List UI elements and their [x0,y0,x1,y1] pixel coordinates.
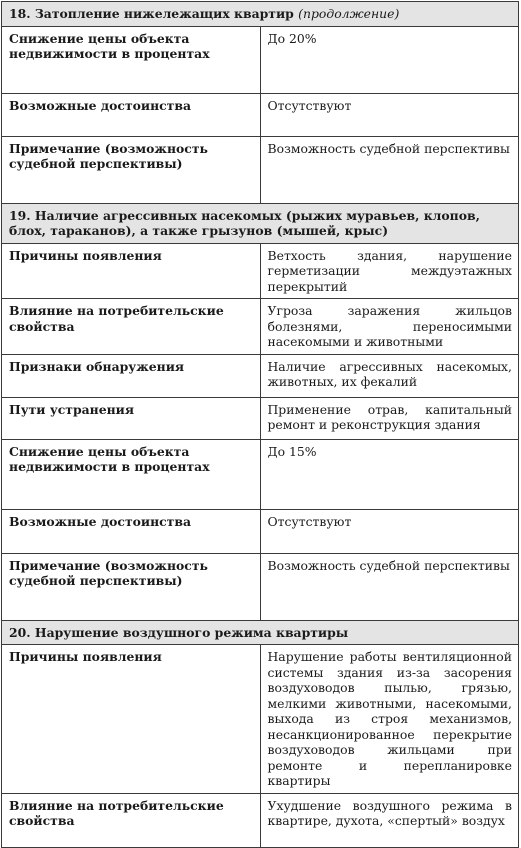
row-label: Снижение цены объекта недвижимости в процентах [2,439,261,509]
row-label: Примечание (возможность судебной перспективы) [2,553,261,620]
section-header-row [2,2,519,27]
row-label: Причины появления [2,243,261,299]
table-row [2,397,519,439]
table-row [2,509,519,553]
row-value: Отсутствуют [260,509,519,553]
row-value: Отсутствуют [260,93,519,136]
row-value: Возможность судебной перспективы [260,553,519,620]
section-title: 18. Затопление нижележащих квартир [9,6,294,21]
row-label: Примечание (возможность судебной перспективы) [2,136,261,203]
row-label: Пути устранения [2,397,261,439]
section-continuation: (продолжение) [298,6,400,21]
table-row [2,553,519,620]
row-value: Ветхость здания, нарушение герметизации междуэтажных перекрытий [260,243,519,299]
section-header-20 [2,620,519,645]
section-header-row [2,620,519,645]
row-value: До 20% [260,26,519,93]
row-value: Возможность судебной перспективы [260,136,519,203]
row-label: Признаки обнаружения [2,354,261,397]
row-value: Наличие агрессивных насекомых, животных, их фекалий [260,354,519,397]
row-value: Применение отрав, капитальный ремонт и реконструкция здания [260,397,519,439]
row-value: Нарушение работы вентиляционной системы здания из-за засорения воздуховодов пылью, грязью, мелкими животными, насекомыми, выхода из строя механизмов, несанкционированное перекрытие воздуховодов жильцами при ремонте и перепланировке квартиры [260,645,519,794]
table-row [2,645,519,794]
section-header-row [2,203,519,243]
row-label: Возможные достоинства [2,93,261,136]
table-row [2,354,519,397]
row-value: До 15% [260,439,519,509]
section-header-18 [2,2,519,27]
table-row [2,439,519,509]
row-label: Влияние на потребительские свойства [2,793,261,847]
row-label: Снижение цены объекта недвижимости в процентах [2,26,261,93]
table-row [2,93,519,136]
table-row [2,793,519,847]
row-value: Ухудшение воздушного режима в квартире, духота, «спертый» воздух [260,793,519,847]
section-title: 20. Нарушение воздушного режима квартиры [9,624,349,640]
row-label: Возможные достоинства [2,509,261,553]
section-header-19 [2,203,519,243]
row-label: Влияние на потребительские свойства [2,299,261,355]
row-value: Угроза заражения жильцов болезнями, переносимыми насекомыми и животными [260,299,519,355]
table-row [2,299,519,355]
row-label: Причины появления [2,645,261,794]
table-row [2,26,519,93]
defects-table [1,1,519,848]
table-row [2,136,519,203]
table-row [2,243,519,299]
section-title: 19. Наличие агрессивных насекомых (рыжих муравьев, клопов, блох, тараканов), а также грызунов (мышей, крыс) [9,207,480,238]
